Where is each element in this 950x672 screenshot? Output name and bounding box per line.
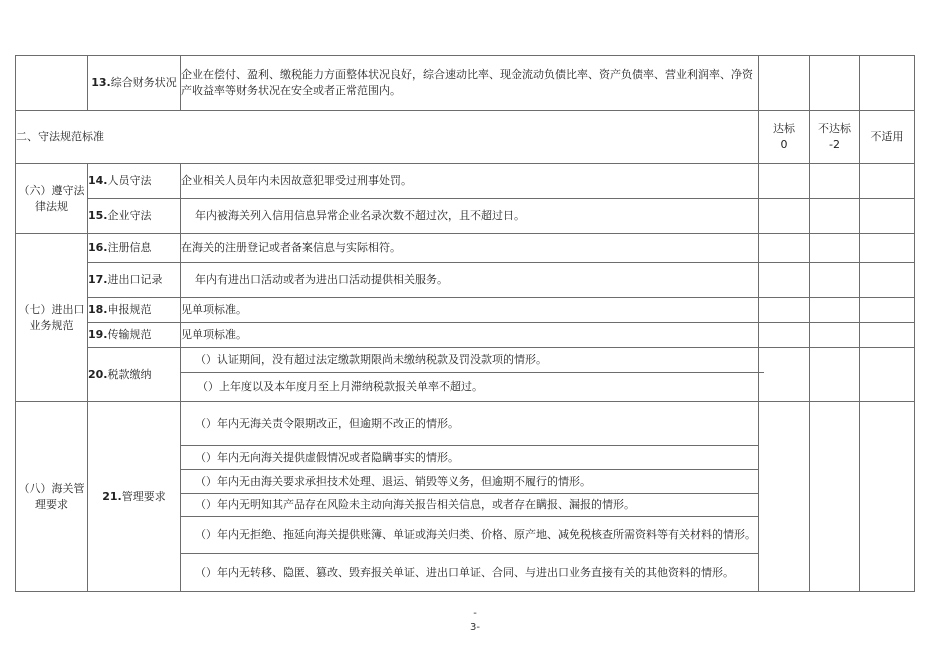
criteria-text	[181, 348, 759, 402]
score-cell-na	[860, 56, 915, 111]
score-cell-pass	[759, 164, 810, 199]
table-row	[16, 323, 915, 348]
item-cell: 20.税款缴纳	[88, 348, 181, 402]
table-row	[16, 56, 915, 111]
criteria-text: 在海关的注册登记或者备案信息与实际相符。	[181, 234, 759, 263]
category-cell-empty	[16, 56, 88, 111]
score-cell-na	[860, 263, 915, 298]
table-row	[16, 234, 915, 263]
item-cell: 16.注册信息	[88, 234, 181, 263]
section-title: 二、守法规范标准	[16, 111, 759, 164]
sub-criterion: （）年内无转移、隐匿、篡改、毁弃报关单证、进出口单证、合同、与进出口业务直接有关的其他资料的情形。	[181, 554, 759, 592]
score-cell-fail	[810, 348, 860, 402]
sub-criterion: （）年内无由海关要求承担技术处理、退运、销毁等义务，但逾期不履行的情形。	[181, 470, 759, 494]
score-cell-pass	[759, 199, 810, 234]
sub-criterion: （）认证期间，没有超过法定缴款期限尚未缴纳税款及罚没款项的情形。	[181, 348, 764, 373]
category-cell: （八）海关管理要求	[16, 402, 88, 592]
category-cell: （六）遵守法律法规	[16, 164, 88, 234]
page-number: 3-	[470, 622, 480, 633]
score-cell-na	[860, 348, 915, 402]
criteria-text: 年内有进出口活动或者为进出口活动提供相关服务。	[181, 263, 759, 298]
sub-criterion: （）上年度以及本年度月至上月滞纳税款报关单率不超过。	[197, 380, 483, 393]
item-cell: 18.申报规范	[88, 298, 181, 323]
table-row	[16, 164, 915, 199]
item-cell: 14.人员守法	[88, 164, 181, 199]
criteria-text: 企业在偿付、盈利、缴税能力方面整体状况良好，综合速动比率、现金流动负债比率、资产负债率、营业利润率、净资产收益率等财务状况在安全或者正常范围内。	[181, 56, 759, 111]
score-cell-fail	[810, 298, 860, 323]
score-cell-fail	[810, 234, 860, 263]
item-cell: 17.进出口记录	[88, 263, 181, 298]
criteria-text: 见单项标准。	[181, 298, 759, 323]
score-cell-fail	[810, 323, 860, 348]
compliance-standards-table	[15, 55, 915, 592]
table-row	[16, 348, 915, 402]
score-cell-na	[860, 323, 915, 348]
score-cell-na	[860, 234, 915, 263]
table-row	[16, 402, 915, 446]
item-cell: 13.综合财务状况	[88, 56, 181, 111]
score-cell-fail	[810, 402, 860, 592]
score-cell-na	[860, 402, 915, 592]
table-row	[16, 263, 915, 298]
item-cell: 19.传输规范	[88, 323, 181, 348]
table-row	[16, 199, 915, 234]
item-cell: 15.企业守法	[88, 199, 181, 234]
sub-criterion: （）年内无向海关提供虚假情况或者隐瞒事实的情形。	[181, 446, 759, 470]
footer-dash: -	[473, 608, 477, 619]
score-cell-na	[860, 298, 915, 323]
score-cell-fail	[810, 56, 860, 111]
criteria-text: 年内被海关列入信用信息异常企业名录次数不超过次，且不超过日。	[181, 199, 759, 234]
sub-criterion: （）年内无拒绝、拖延向海关提供账簿、单证或海关归类、价格、原产地、减免税核查所需资料等有关材料的情形。	[181, 517, 759, 554]
category-cell: （七）进出口业务规范	[16, 234, 88, 402]
item-cell: 21.管理要求	[88, 402, 181, 592]
score-cell-pass	[759, 298, 810, 323]
criteria-text: 见单项标准。	[181, 323, 759, 348]
column-header-fail: 不达标 -2	[810, 111, 860, 164]
score-cell-fail	[810, 199, 860, 234]
score-cell-pass	[759, 56, 810, 111]
sub-criterion: （）年内无海关责令限期改正，但逾期不改正的情形。	[181, 402, 759, 446]
score-cell-pass	[759, 323, 810, 348]
score-cell-fail	[810, 164, 860, 199]
sub-criterion: （）年内无明知其产品存在风险未主动向海关报告相关信息，或者存在瞒报、漏报的情形。	[181, 494, 759, 517]
column-header-na: 不适用	[860, 111, 915, 164]
column-header-pass: 达标 0	[759, 111, 810, 164]
criteria-text: 企业相关人员年内未因故意犯罪受过刑事处罚。	[181, 164, 759, 199]
table-row	[16, 298, 915, 323]
score-cell-na	[860, 164, 915, 199]
score-cell-pass	[759, 263, 810, 298]
score-cell-pass	[759, 234, 810, 263]
score-cell-fail	[810, 263, 860, 298]
score-cell-pass	[759, 402, 810, 592]
score-cell-na	[860, 199, 915, 234]
section-header-row	[16, 111, 915, 164]
score-cell-pass	[759, 348, 810, 402]
